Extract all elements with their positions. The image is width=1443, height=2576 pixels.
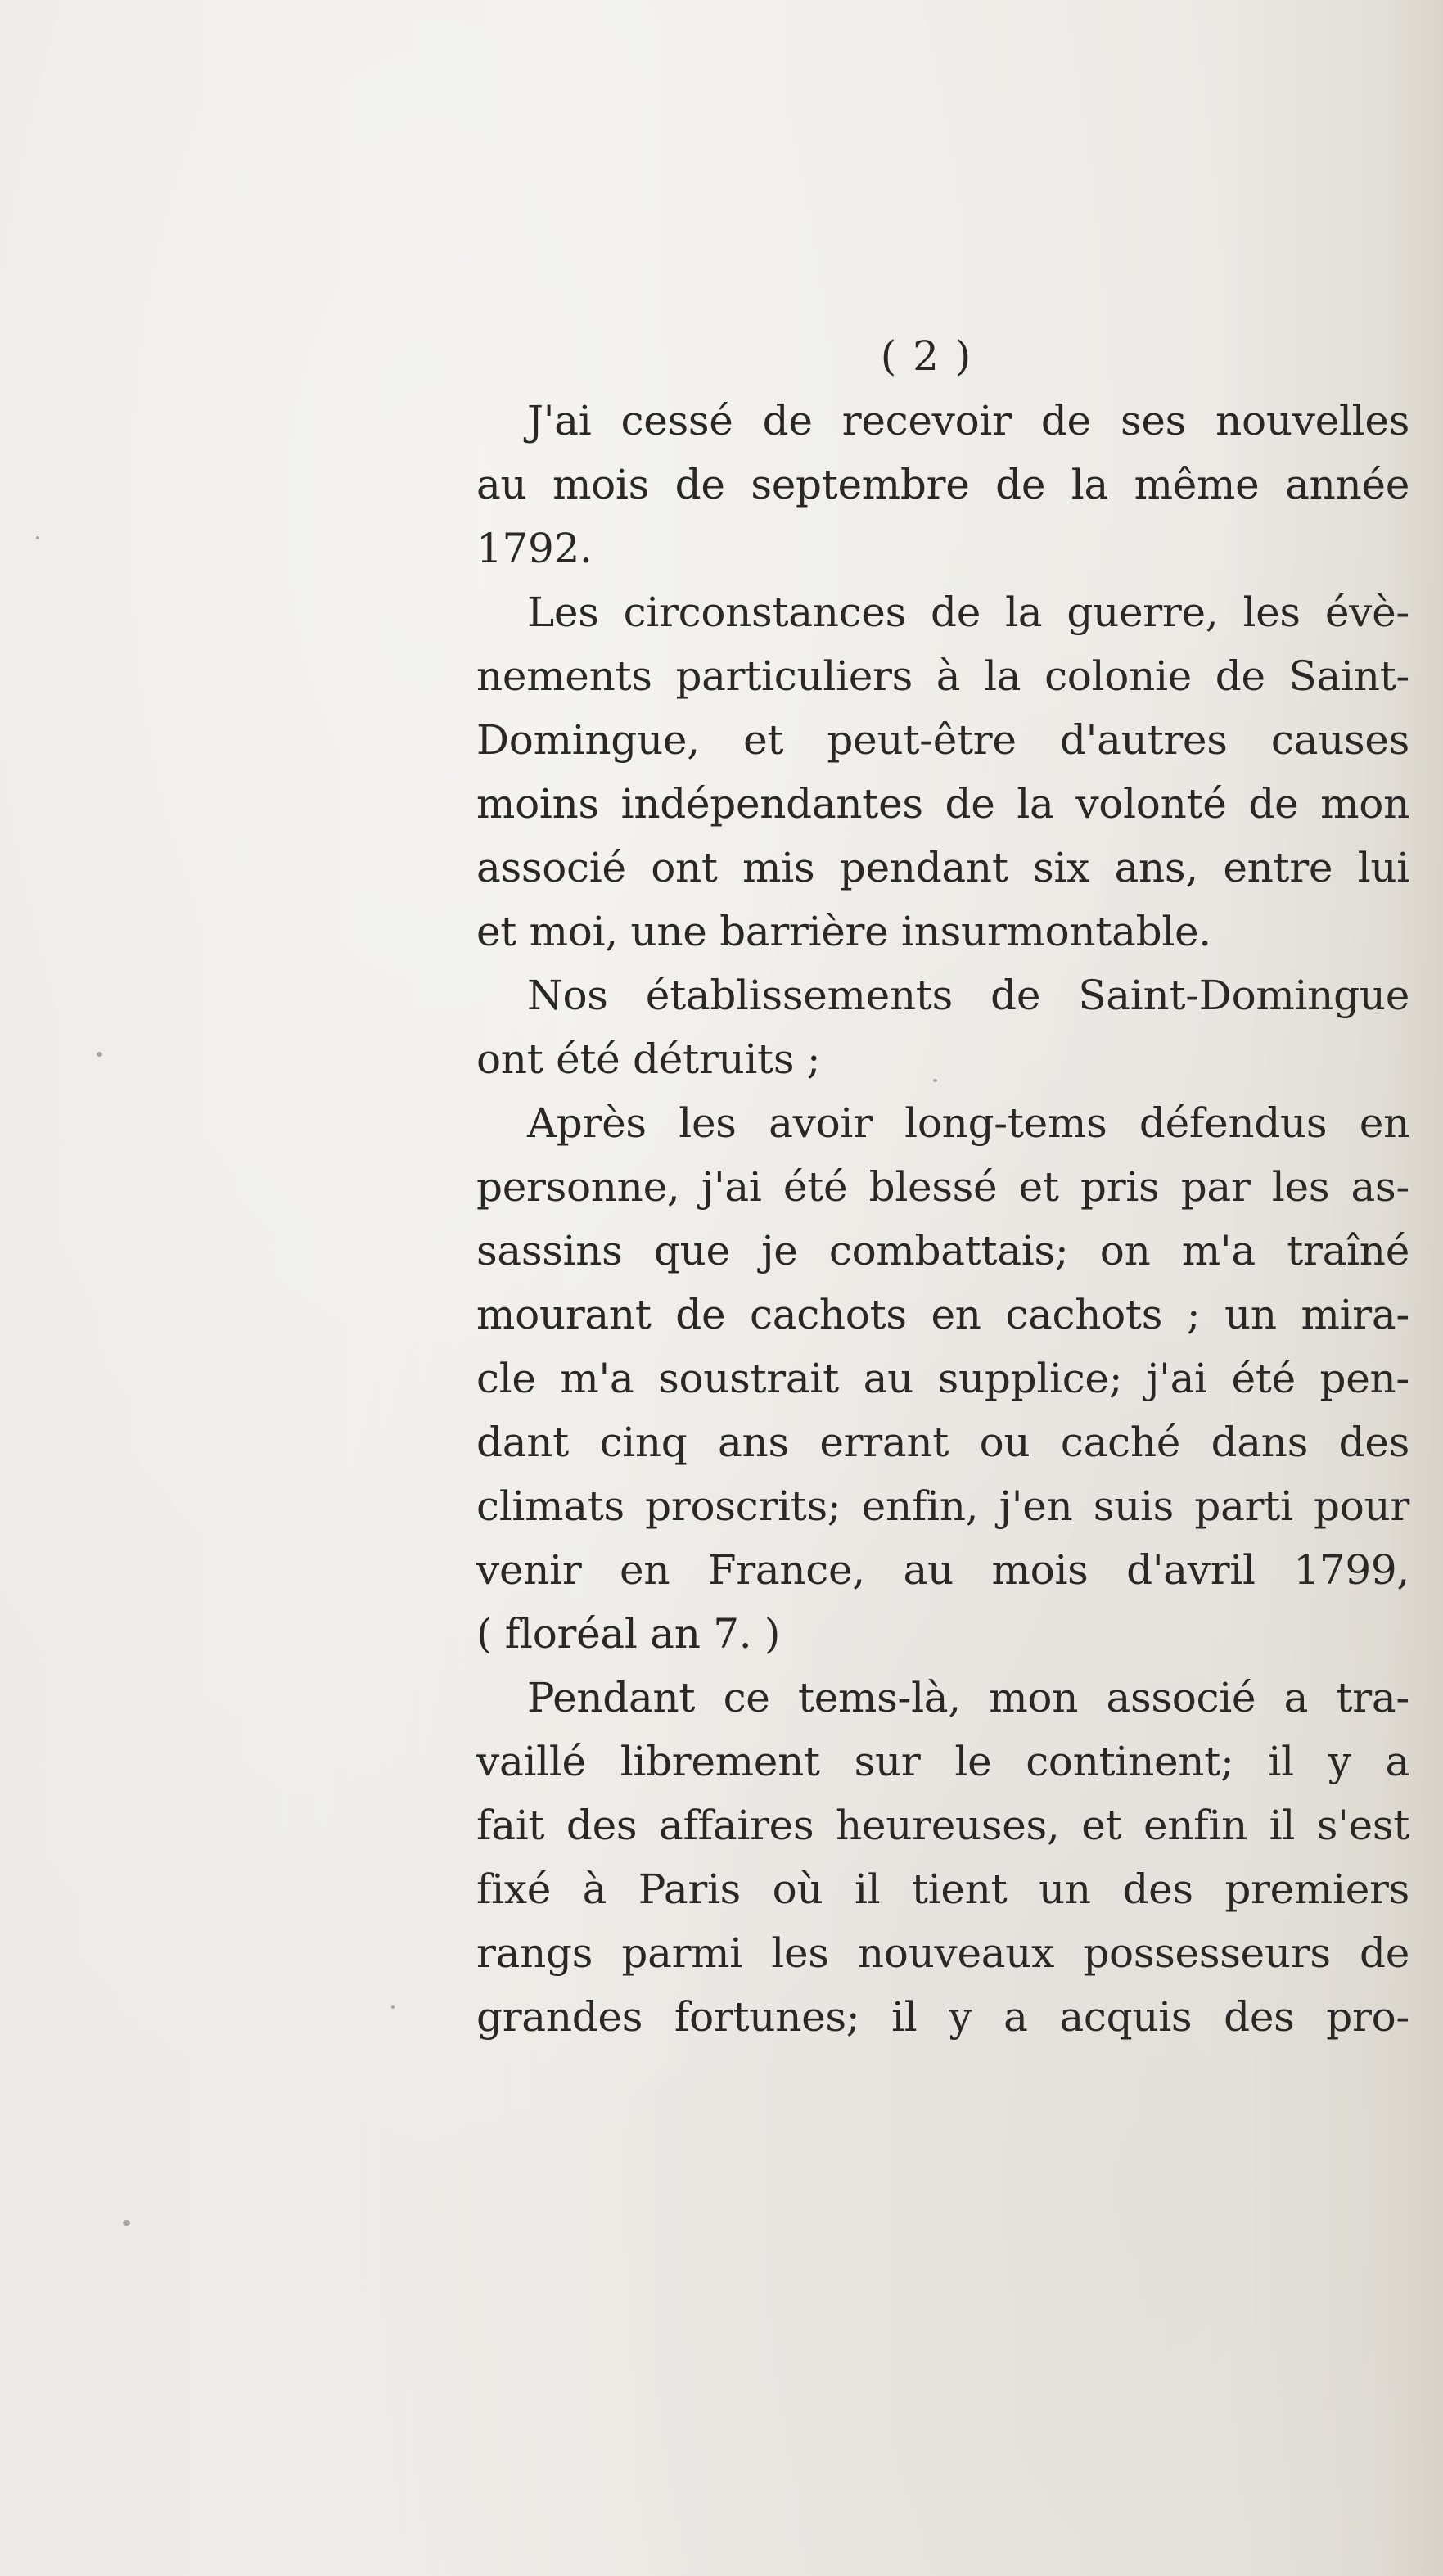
text-line: rangs parmi les nouveaux possesseurs de (476, 1929, 1409, 1977)
text-line: mourant de cachots en cachots ; un mira- (476, 1291, 1409, 1338)
text-line: Pendant ce tems-là, mon associé a tra- (527, 1674, 1409, 1721)
text-line: cle m'a soustrait au supplice; j'ai été pen- (476, 1355, 1409, 1402)
text-line: climats proscrits; enfin, j'en suis parti pour (476, 1482, 1409, 1530)
paper-speck (97, 1052, 102, 1057)
text-line: Après les avoir long-tems défendus en (527, 1099, 1409, 1147)
text-line: Les circonstances de la guerre, les évè- (527, 589, 1409, 636)
text-line: associé ont mis pendant six ans, entre lui (476, 844, 1409, 891)
text-line: grandes fortunes; il y a acquis des pro- (476, 1993, 1409, 2041)
page-number: ( 2 ) (880, 332, 973, 380)
text-line: ont été détruits ; (476, 1035, 821, 1083)
text-line: nements particuliers à la colonie de Saint- (476, 652, 1409, 700)
text-line: vaillé librement sur le continent; il y a (476, 1738, 1409, 1785)
paper-speck (391, 2005, 395, 2009)
text-line: ( floréal an 7. ) (476, 1610, 781, 1658)
page-text (476, 323, 1409, 2049)
text-line: et moi, une barrière insurmontable. (476, 908, 1211, 955)
text-line: moins indépendantes de la volonté de mon (476, 780, 1409, 828)
text-line: dant cinq ans errant ou caché dans des (476, 1419, 1409, 1466)
text-line: fait des affaires heureuses, et enfin il s'est (476, 1802, 1409, 1849)
paper-speck (36, 536, 39, 539)
text-line: venir en France, au mois d'avril 1799, (476, 1546, 1409, 1594)
text-line: Nos établissements de Saint-Domingue (527, 972, 1409, 1019)
text-line: sassins que je combattais; on m'a traîné (476, 1227, 1409, 1274)
text-line: Domingue, et peut-être d'autres causes (476, 716, 1409, 764)
text-line: au mois de septembre de la même année (476, 461, 1409, 508)
paper-speck (123, 2220, 130, 2226)
text-line: fixé à Paris où il tient un des premiers (476, 1865, 1409, 1913)
text-line: personne, j'ai été blessé et pris par les as- (476, 1163, 1409, 1211)
text-line: 1792. (476, 525, 593, 572)
text-line: J'ai cessé de recevoir de ses nouvelles (527, 397, 1409, 444)
